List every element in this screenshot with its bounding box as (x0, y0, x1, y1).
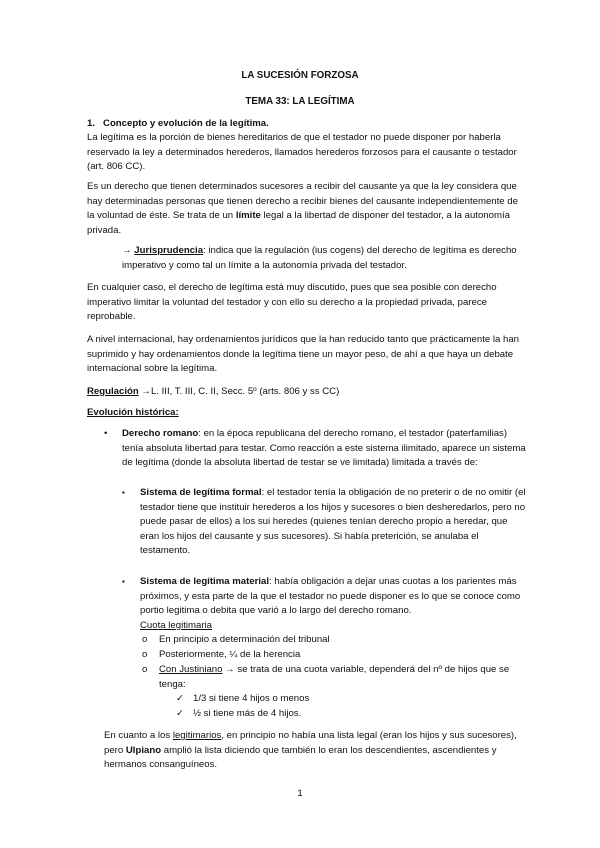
bullet-icon: • (104, 428, 108, 439)
legitimarios-paragraph: En cuanto a los legitimarios, en principio no había una lista legal (eran los hijos y sus sucesores), pero Ulpiano amplió la lista diciendo que también lo eran los descendientes, ascendientes y hermanos consanguíneos. (104, 730, 517, 771)
ulpiano-term: Ulpiano (125, 744, 162, 756)
regulacion-label: Regulación (87, 386, 139, 397)
sistema-formal-item: Sistema de legítima formal: el testador tenía la obligación de no preterir o de no omitir (el testador tiene que instituir herederos a los hijos y sucesores o bien desheredarlos, pero no puede pasar de ellos) a los sui heredes (quienes tenían derecho propio a heredar, que eran los hijos del causante y sus sucesores). Si había preterición, se anulaba el testamento. (140, 487, 526, 557)
section-heading (87, 117, 527, 132)
paragraph-internacional: A nivel internacional, hay ordenamientos jurídicos que la han reducido tanto que prácticamente la han suprimido y hay ordenamientos donde la legítima tiene un mayor peso, de ahí a que haya un debate internacional sobre la legítima. (87, 334, 519, 375)
derecho-romano-item: Derecho romano: en la época republicana del derecho romano, el testador (paterfamilias) tenía absoluta libertad para testar. Como reacción a este sistema ilimitado, aparece un sistema de legítima (donde la absoluta libertad de testar se ve limitada) limitada a través de: (122, 428, 526, 469)
cuota-label: Cuota legitimaria (140, 620, 212, 631)
derecho-romano-label: Derecho romano (122, 428, 199, 439)
check-icon: ✓ (176, 693, 185, 704)
justiniano-label: Con Justiniano (159, 664, 223, 675)
jurisprudencia-label: Jurisprudencia (134, 245, 204, 256)
justiniano-item: Con Justiniano → se trata de una cuota variable, dependerá del nº de hijos que se tenga: (159, 664, 510, 690)
check-icon: ✓ (176, 708, 185, 719)
legitimarios-term: legitimarios (172, 730, 222, 741)
topic-title: TEMA 33: LA LEGÍTIMA (245, 96, 355, 107)
circle-bullet-icon: o (142, 664, 148, 675)
sistema-material-label: Sistema de legítima material (140, 576, 270, 587)
circle-bullet-icon: o (142, 634, 148, 645)
section-title: Concepto y evolución de la legítima. (103, 118, 269, 129)
sistema-formal-label: Sistema de legítima formal (140, 487, 262, 498)
sistema-material-item: Sistema de legítima material: había obligación a dejar unas cuotas a los parientes más próximos, y esta parte de la que el testador no puede disponer es lo que se conoce como portio legitima o debita que varió a lo largo del derecho romano. (140, 576, 521, 617)
cuota-item: En principio a determinación del tribunal (159, 634, 330, 645)
arrow-icon: → (122, 245, 132, 256)
evolucion-heading: Evolución histórica: (87, 407, 179, 418)
paragraph-discusion: En cualquier caso, el derecho de legítima está muy discutido, pues que sea posible con derecho imperativo limitar la voluntad del testador y con ello su derecho a la propiedad privada, parece reprobable. (87, 282, 497, 323)
page-number: 1 (297, 788, 303, 799)
square-bullet-icon: ▪ (122, 488, 125, 497)
limite-term: límite (235, 210, 261, 222)
regulacion-line: Regulación →L. III, T. III, C. II, Secc. 5º (arts. 806 y ss CC) (87, 386, 340, 397)
square-bullet-icon: ▪ (122, 577, 125, 586)
paragraph-derecho: Es un derecho que tienen determinados sucesores a recibir del causante ya que la ley considera que hay determinadas personas que tienen derecho a recibir bienes del causante independientemente de la voluntad de éste. Se trata de un límite legal a la libertad de disponer del testador, a la autonomía privada. (87, 181, 518, 236)
cuota-item: Posteriormente, ¼ de la herencia (159, 649, 301, 660)
circle-bullet-icon: o (142, 649, 148, 660)
paragraph-definition: La legítima es la porción de bienes hereditarios de que el testador no puede disponer por haberla reservado la ley a determinados herederos, llamados herederos forzosos para el causante o testador (art. 806 CC). (87, 132, 517, 173)
document-title: LA SUCESIÓN FORZOSA (241, 70, 359, 81)
check-item: 1/3 si tiene 4 hijos o menos (193, 693, 310, 704)
check-item: ½ si tiene más de 4 hijos. (193, 708, 302, 719)
jurisprudencia-note: → Jurisprudencia: indica que la regulación (ius cogens) del derecho de legítima es derecho imperativo y como tal un límite a la autonomía privada del testador. (122, 245, 517, 271)
section-number: 1. (87, 118, 96, 129)
